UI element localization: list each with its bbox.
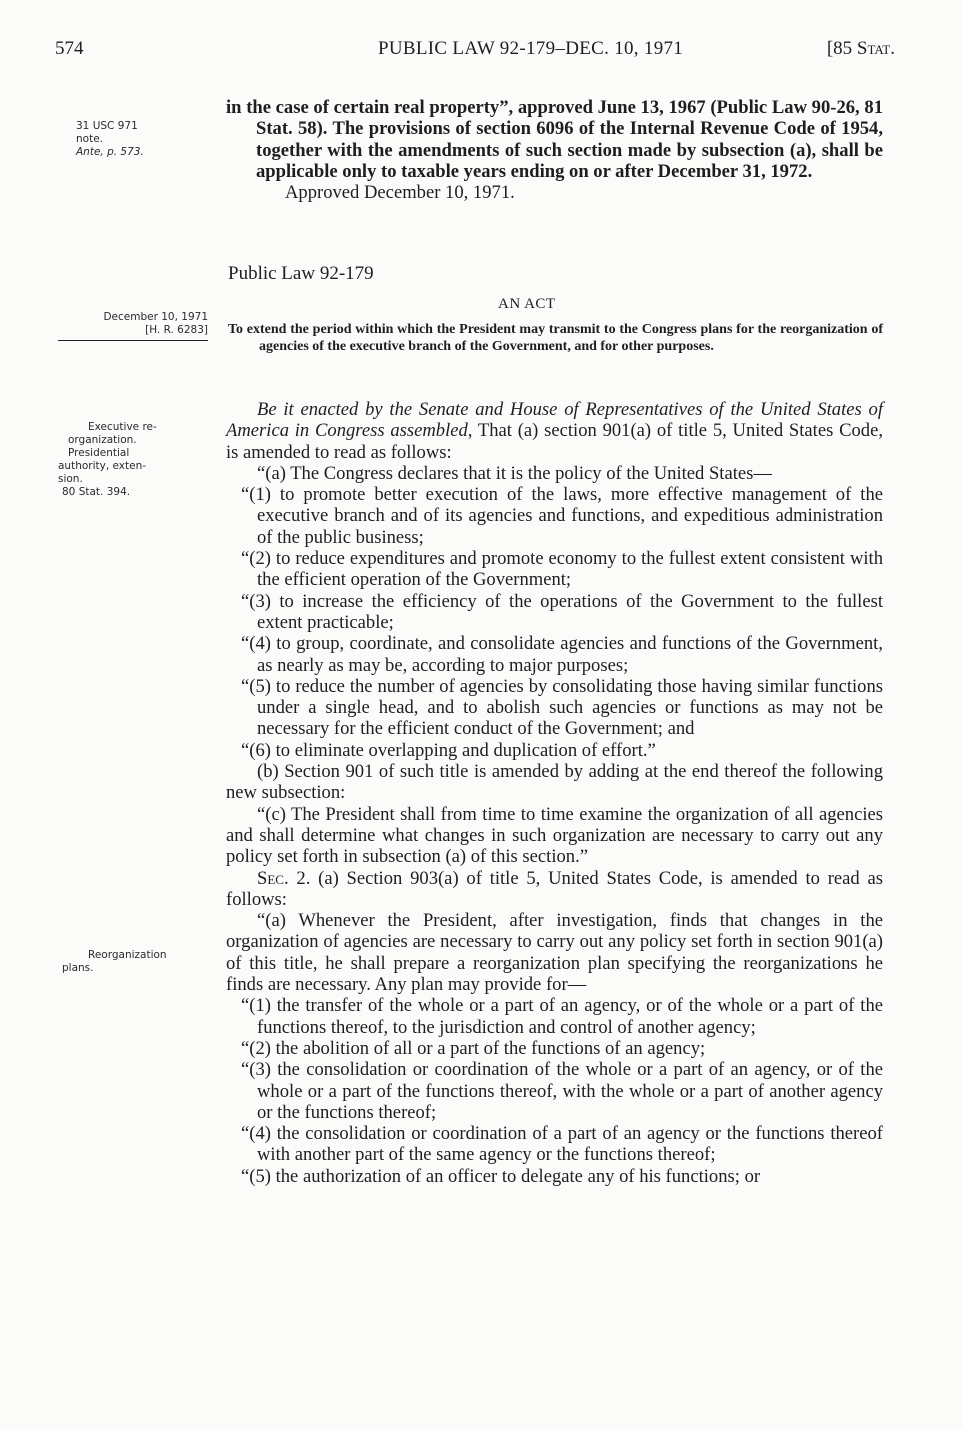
list-item: “(4) to group, coordinate, and consolidate agencies and functions of the Government, as nearly as may be, according to major purposes;	[241, 633, 883, 676]
header-title: PUBLIC LAW 92-179–DEC. 10, 1971	[378, 38, 684, 59]
bill-rule-divider	[58, 340, 208, 341]
margin-note-line: 80 Stat. 394.	[62, 486, 131, 498]
margin-note-line: Presidential	[68, 447, 130, 459]
margin-note-line: Reorganization	[88, 949, 167, 961]
section-label: Sec.	[257, 867, 289, 889]
margin-note-reorganization-plans	[58, 949, 218, 975]
volume-prefix: [85	[826, 38, 857, 59]
list-item: “(3) the consolidation or coordination of the whole or a part of an agency, or of the whole or a part of the functions thereof, with the whole or a part of another agency or the functions thereof;	[241, 1059, 883, 1123]
list-item: “(5) the authorization of an officer to delegate any of his functions; or	[241, 1165, 761, 1187]
list-item: “(1) to promote better execution of the laws, more effective management of the executive branch and of its agencies and functions, and expeditious administration of the public business;	[241, 484, 883, 548]
bill-date: December 10, 1971	[103, 311, 208, 323]
act-body	[226, 399, 883, 1187]
section-2-text: 2. (a) Section 903(a) of title 5, United States Code, is amended to read as follows:	[226, 867, 883, 910]
act-summary-text: To extend the period within which the President may transmit to the Congress plans for the reorganization of agencies of the executive branch of the Government, and for other purposes.	[228, 322, 883, 354]
enacting-formula: Be it enacted by the Senate and House of Representatives of the United States of America in Congress assembled,	[226, 399, 883, 442]
list-item: “(4) the consolidation or coordination of a part of an agency or the functions thereof with another part of the same agency or the functions thereof;	[241, 1123, 883, 1166]
margin-note-line: plans.	[62, 962, 94, 974]
paragraph-subsection-c: “(c) The President shall from time to time examine the organization of all agencies and shall determine what changes in such organization are necessary to carry out any policy set forth in subsection (a) of this section.”	[226, 803, 883, 868]
list-item: “(5) to reduce the number of agencies by consolidating those having similar functions under a single head, and to abolish such agencies or functions as may not be necessary for the efficient conduct of the Government; and	[241, 675, 883, 740]
margin-note-bill	[58, 311, 218, 341]
intro-paragraph: in the case of certain real property”, approved June 13, 1967 (Public Law 90-26, 81 Stat. 58). The provisions of section 6096 of the Internal Revenue Code of 1954, together with the amendments of such section made by subsection (a), shall be applicable only to taxable years ending on or after December 31, 1972.	[226, 97, 883, 182]
approved-date: Approved December 10, 1971.	[285, 182, 515, 204]
paragraph-policy-declaration: “(a) The Congress declares that it is the policy of the United States—	[257, 462, 772, 484]
list-item: “(3) to increase the efficiency of the operations of the Government to the fullest extent practicable;	[241, 590, 883, 633]
intro-section	[226, 97, 883, 203]
volume-label: Stat.	[856, 38, 895, 59]
paragraph-subsection-b: (b) Section 901 of such title is amended by adding at the end thereof the following new subsection:	[226, 761, 883, 804]
volume-reference	[827, 38, 895, 60]
page-number: 574	[55, 38, 84, 59]
enacting-text: That (a) section 901(a) of title 5, United States Code, is amended to read as follows:	[226, 420, 883, 463]
an-act-heading: AN ACT	[498, 296, 556, 312]
margin-note-citation	[58, 120, 218, 159]
margin-note-line: Executive re-	[88, 421, 157, 433]
margin-note-line: authority, exten-	[58, 460, 147, 472]
margin-note-line: organization.	[68, 434, 137, 446]
list-item: “(6) to eliminate overlapping and duplication of effort.”	[241, 739, 656, 761]
margin-note-executive-reorganization	[58, 421, 218, 499]
list-item: “(1) the transfer of the whole or a part of an agency, or of the whole or a part of the functions thereof, to the jurisdiction and control of another agency;	[241, 995, 883, 1038]
act-summary	[228, 321, 883, 355]
list-item: “(2) the abolition of all or a part of the functions of an agency;	[241, 1037, 706, 1059]
margin-citation-line: Ante, p. 573.	[76, 146, 144, 158]
paragraph-whenever: “(a) Whenever the President, after investigation, finds that changes in the organization of agencies are necessary to carry out any policy set forth in section 901(a) of this title, he shall prepare a reorganization plan specifying the reorganizations he finds are necessary. Any plan may provide for—	[226, 910, 883, 996]
margin-citation-line: note.	[76, 133, 103, 145]
public-law-title: Public Law 92-179	[228, 263, 374, 284]
bill-number: [H. R. 6283]	[145, 324, 208, 336]
enacting-clause	[226, 399, 883, 463]
section-2-heading	[226, 868, 883, 911]
list-item: “(2) to reduce expenditures and promote economy to the fullest extent consistent with the efficient operation of the Government;	[241, 548, 883, 591]
running-header	[55, 38, 895, 68]
margin-note-line: sion.	[58, 473, 83, 485]
margin-citation-line: 31 USC 971	[76, 120, 138, 132]
